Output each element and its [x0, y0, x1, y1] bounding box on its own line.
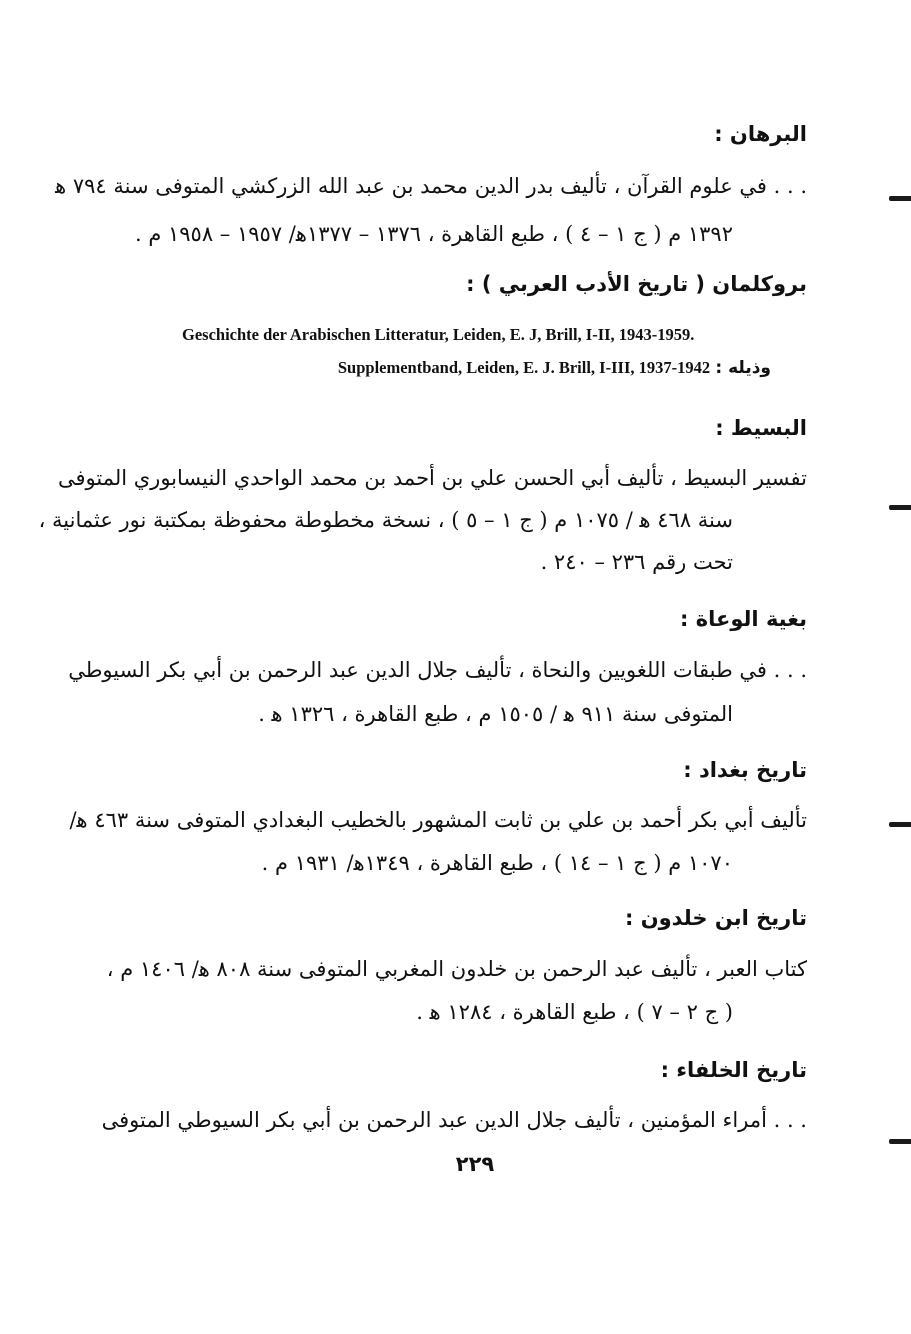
entry-text-line: المتوفى سنة ٩١١ ﻫ / ١٥٠٥ م ، طبع القاهرة ، ١٣٢٦ ﻫ .: [258, 702, 733, 726]
entry-heading-ibn-khaldun: تاريخ ابن خلدون :: [624, 906, 807, 930]
supplement-reference: Supplementband, Leiden, E. J. Brill, I-III, 1937-1942: [337, 358, 711, 377]
entry-text-line: . . . في علوم القرآن ، تأليف بدر الدين محمد بن عبد الله الزركشي المتوفى سنة ٧٩٤ ﻫ: [55, 174, 807, 198]
margin-mark: [889, 1139, 911, 1144]
entry-text-line: ١٠٧٠ م ( ج ١ – ١٤ ) ، طبع القاهرة ، ١٣٤٩ﻫ/ ١٩٣١ م .: [261, 851, 733, 875]
margin-mark: [889, 822, 911, 827]
margin-mark: [889, 505, 911, 510]
entry-heading-burhan: البرهان :: [714, 122, 807, 146]
entry-heading-tarikh-baghdad: تاريخ بغداد :: [683, 758, 807, 782]
margin-mark: [889, 196, 911, 201]
entry-text-line: تفسير البسيط ، تأليف أبي الحسن علي بن أحمد بن محمد الواحدي النيسابوري المتوفى: [57, 466, 807, 490]
latin-reference-line: Geschichte der Arabischen Litteratur, Leiden, E. J, Brill, I-II, 1943-1959.: [182, 325, 695, 344]
entry-text-line: ( ج ٢ – ٧ ) ، طبع القاهرة ، ١٢٨٤ ﻫ .: [416, 1000, 733, 1024]
entry-text-line: سنة ٤٦٨ ﻫ / ١٠٧٥ م ( ج ١ – ٥ ) ، نسخة مخطوطة محفوظة بمكتبة نور عثمانية ،: [38, 508, 733, 532]
latin-reference-supplement: [338, 358, 771, 378]
entry-heading-bughya: بغية الوعاة :: [680, 607, 807, 631]
entry-text-line: . . . في طبقات اللغويين والنحاة ، تأليف جلال الدين عبد الرحمن بن أبي بكر السيوطي: [68, 658, 807, 682]
entry-text-line: تحت رقم ٢٣٦ – ٢٤٠ .: [540, 550, 733, 574]
entry-text-line: كتاب العبر ، تأليف عبد الرحمن بن خلدون المغربي المتوفى سنة ٨٠٨ ﻫ/ ١٤٠٦ م ،: [106, 957, 807, 981]
entry-heading-brockelmann: بروكلمان ( تاريخ الأدب العربي ) :: [466, 272, 807, 296]
supplement-prefix: وذيله :: [715, 358, 771, 378]
entry-text-line: تأليف أبي بكر أحمد بن علي بن ثابت المشهور بالخطيب البغدادي المتوفى سنة ٤٦٣ ﻫ/: [69, 808, 807, 832]
page-number: ٢٢٩: [455, 1152, 495, 1176]
entry-heading-tarikh-khulafa: تاريخ الخلفاء :: [660, 1058, 807, 1082]
entry-text-line: . . . أمراء المؤمنين ، تأليف جلال الدين عبد الرحمن بن أبي بكر السيوطي المتوفى: [101, 1108, 807, 1132]
entry-heading-basit: البسيط :: [715, 416, 807, 440]
entry-text-line: ١٣٩٢ م ( ج ١ – ٤ ) ، طبع القاهرة ، ١٣٧٦ – ١٣٧٧ﻫ/ ١٩٥٧ – ١٩٥٨ م .: [134, 222, 733, 246]
